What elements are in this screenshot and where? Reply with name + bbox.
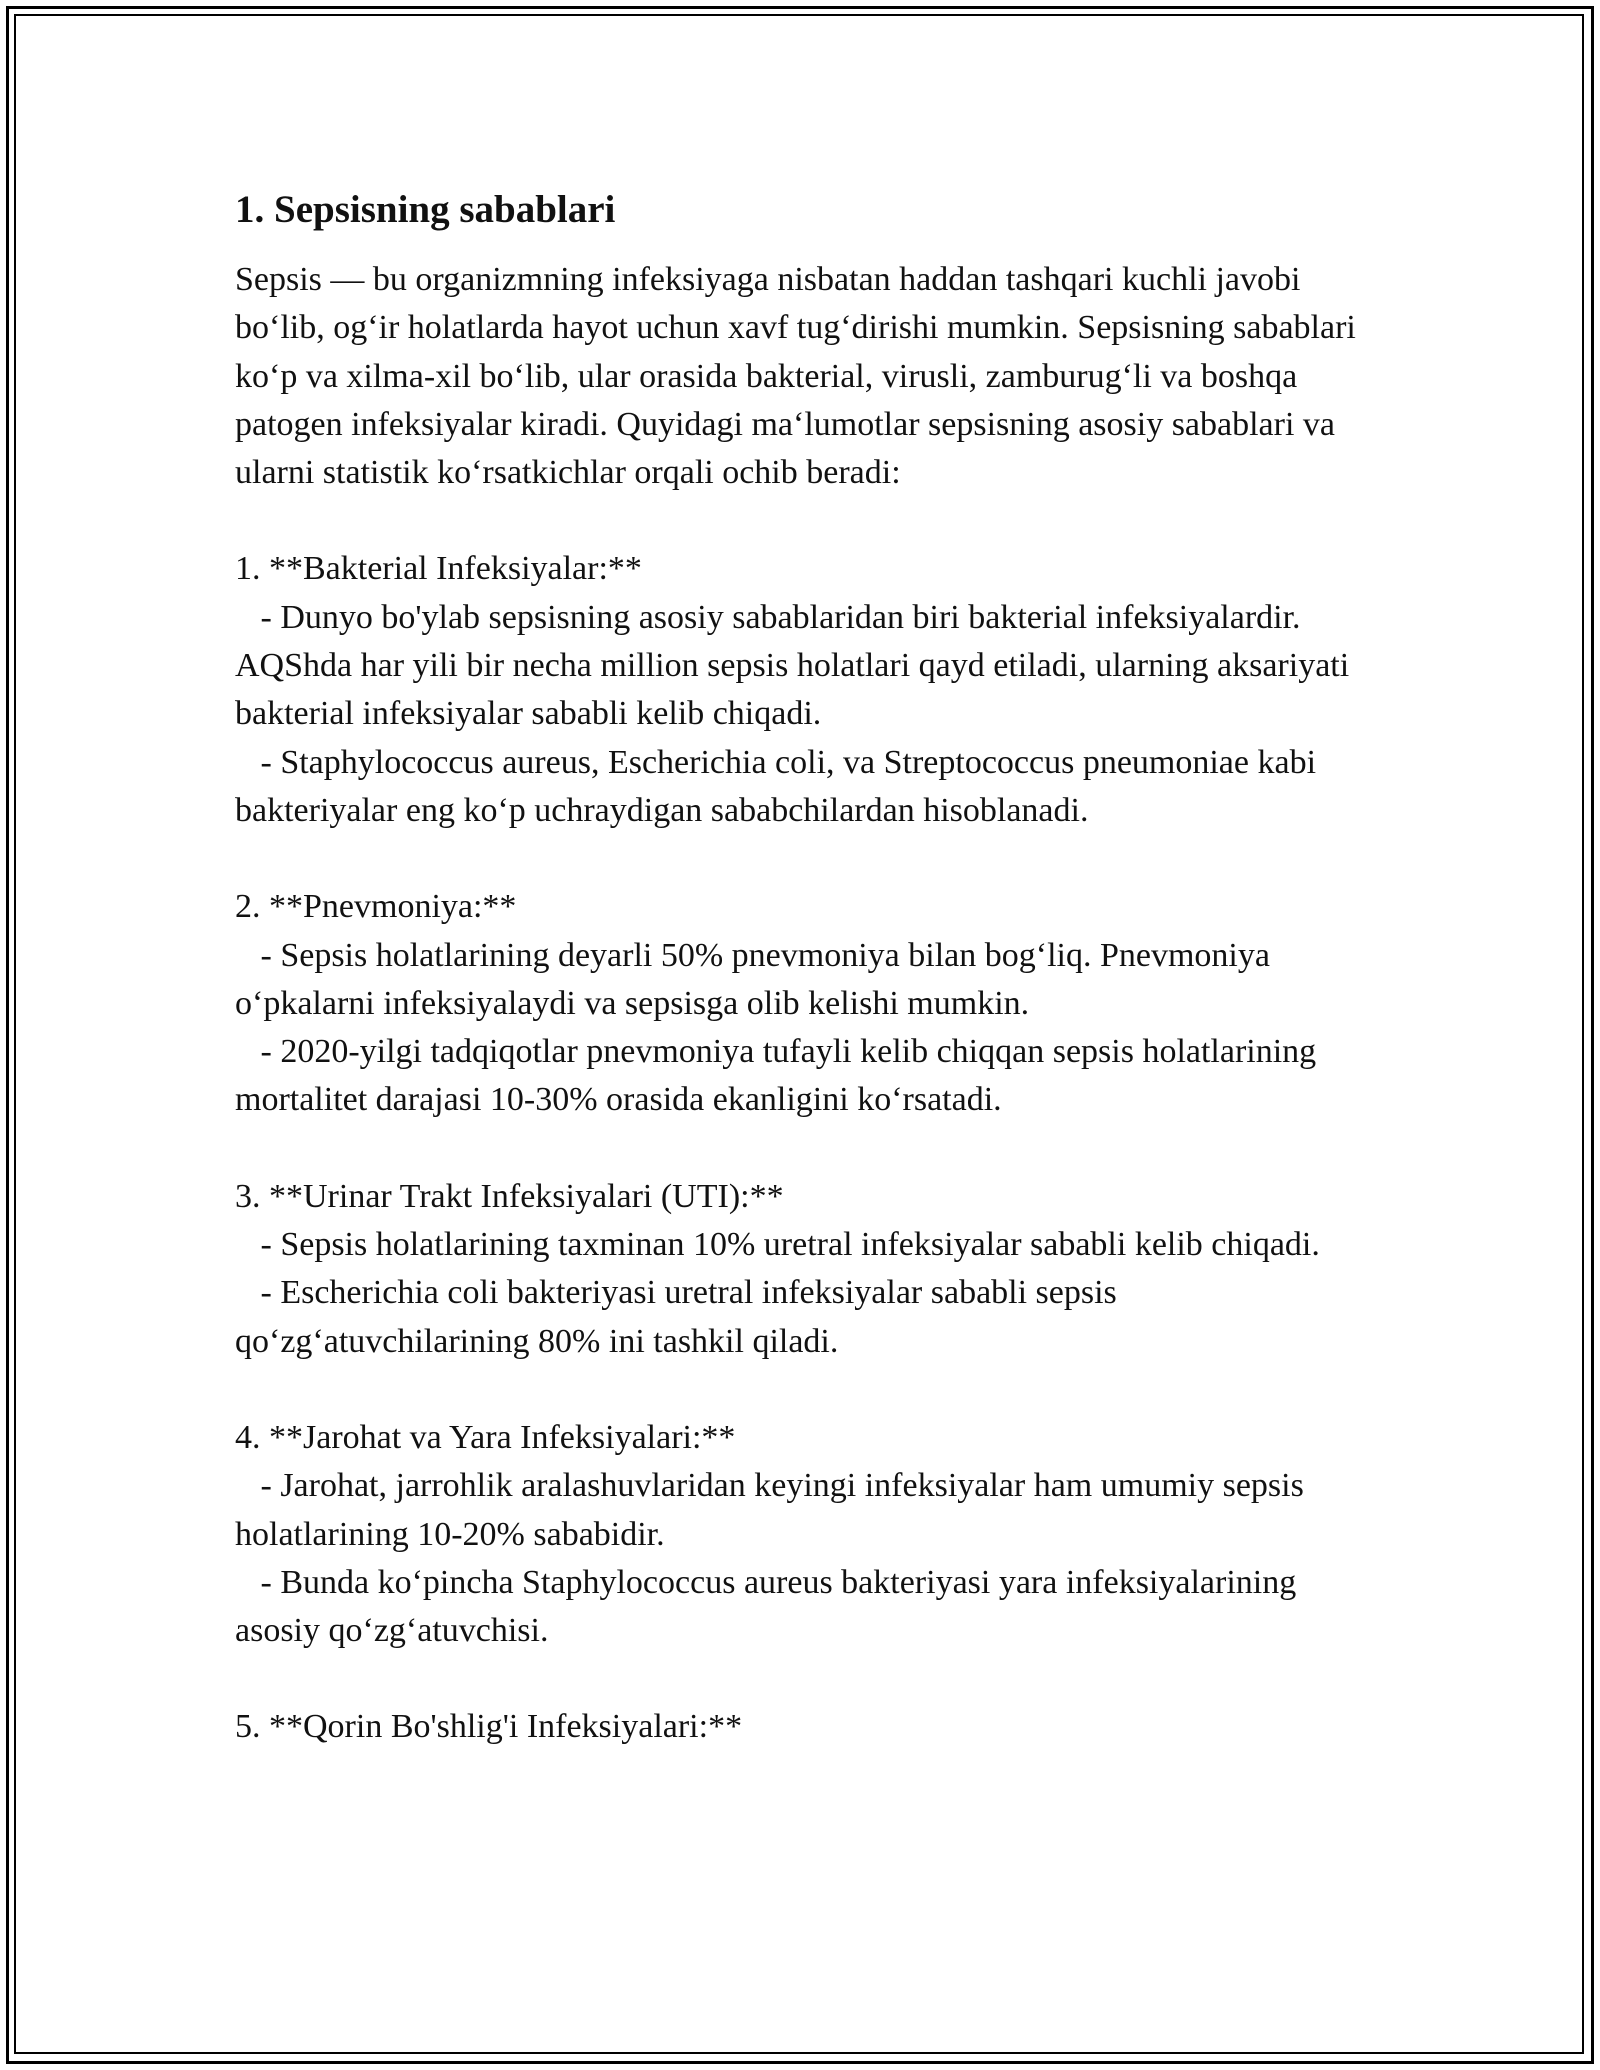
section-pneumonia (235, 883, 1385, 1124)
bullet-item: - Dunyo bo'ylab sepsisning asosiy sabablaridan biri bakterial infeksiyalardir. AQShda har yili bir necha million sepsis holatlari qayd etiladi, ularning aksariyati bakterial infeksiyalar sababli kelib chiqadi. (235, 598, 1358, 733)
section-urinary-tract-infections (235, 1173, 1385, 1366)
document-body (235, 186, 1385, 1752)
bullet-item: - 2020-yilgi tadqiqotlar pnevmoniya tufayli kelib chiqqan sepsis holatlarining mortalitet darajasi 10-30% orasida ekanligini ko‘rsatadi. (235, 1033, 1325, 1119)
bullet-item: - Sepsis holatlarining taxminan 10% uretral infeksiyalar sababli kelib chiqadi. (235, 1226, 1320, 1264)
section-wound-infections (235, 1414, 1385, 1655)
section-title: 2. **Pnevmoniya:** (235, 888, 517, 926)
section-title: 3. **Urinar Trakt Infeksiyalari (UTI):** (235, 1177, 784, 1215)
bullet-item: - Sepsis holatlarining deyarli 50% pnevmoniya bilan bog‘liq. Pnevmoniya o‘pkalarni infeksiyalaydi va sepsisga olib kelishi mumkin. (235, 936, 1279, 1022)
document-heading: 1. Sepsisning sabablari (235, 188, 616, 231)
section-abdominal-infections (235, 1703, 1385, 1751)
bullet-item: - Staphylococcus aureus, Escherichia coli, va Streptococcus pneumoniae kabi bakteriyalar eng ko‘p uchraydigan sababchilardan hisoblanadi. (235, 743, 1325, 829)
section-title: 4. **Jarohat va Yara Infeksiyalari:** (235, 1418, 736, 1456)
bullet-item: - Escherichia coli bakteriyasi uretral infeksiyalar sababli sepsis qo‘zg‘atuvchilarining 80% ini tashkil qiladi. (235, 1274, 1126, 1360)
section-title: 1. **Bakterial Infeksiyalar:** (235, 550, 642, 588)
intro-paragraph: Sepsis — bu organizmning infeksiyaga nisbatan haddan tashqari kuchli javobi bo‘lib, og‘ir holatlarda hayot uchun xavf tug‘dirishi mumkin. Sepsisning sabablari ko‘p va xilma-xil bo‘lib, ular orasida bakterial, virusli, zamburug‘li va boshqa patogen infeksiyalar kiradi. Quyidagi ma‘lumotlar sepsisning asosiy sabablari va ularni statistik ko‘rsatkichlar orqali ochib beradi: (235, 261, 1365, 492)
section-title: 5. **Qorin Bo'shlig'i Infeksiyalari:** (235, 1708, 743, 1746)
bullet-item: - Bunda ko‘pincha Staphylococcus aureus bakteriyasi yara infeksiyalarining asosiy qo‘zg‘atuvchisi. (235, 1563, 1305, 1650)
bullet-item: - Jarohat, jarrohlik aralashuvlaridan keyingi infeksiyalar ham umumiy sepsis holatlarining 10-20% sababidir. (235, 1467, 1313, 1553)
section-bacterial-infections (235, 545, 1385, 835)
